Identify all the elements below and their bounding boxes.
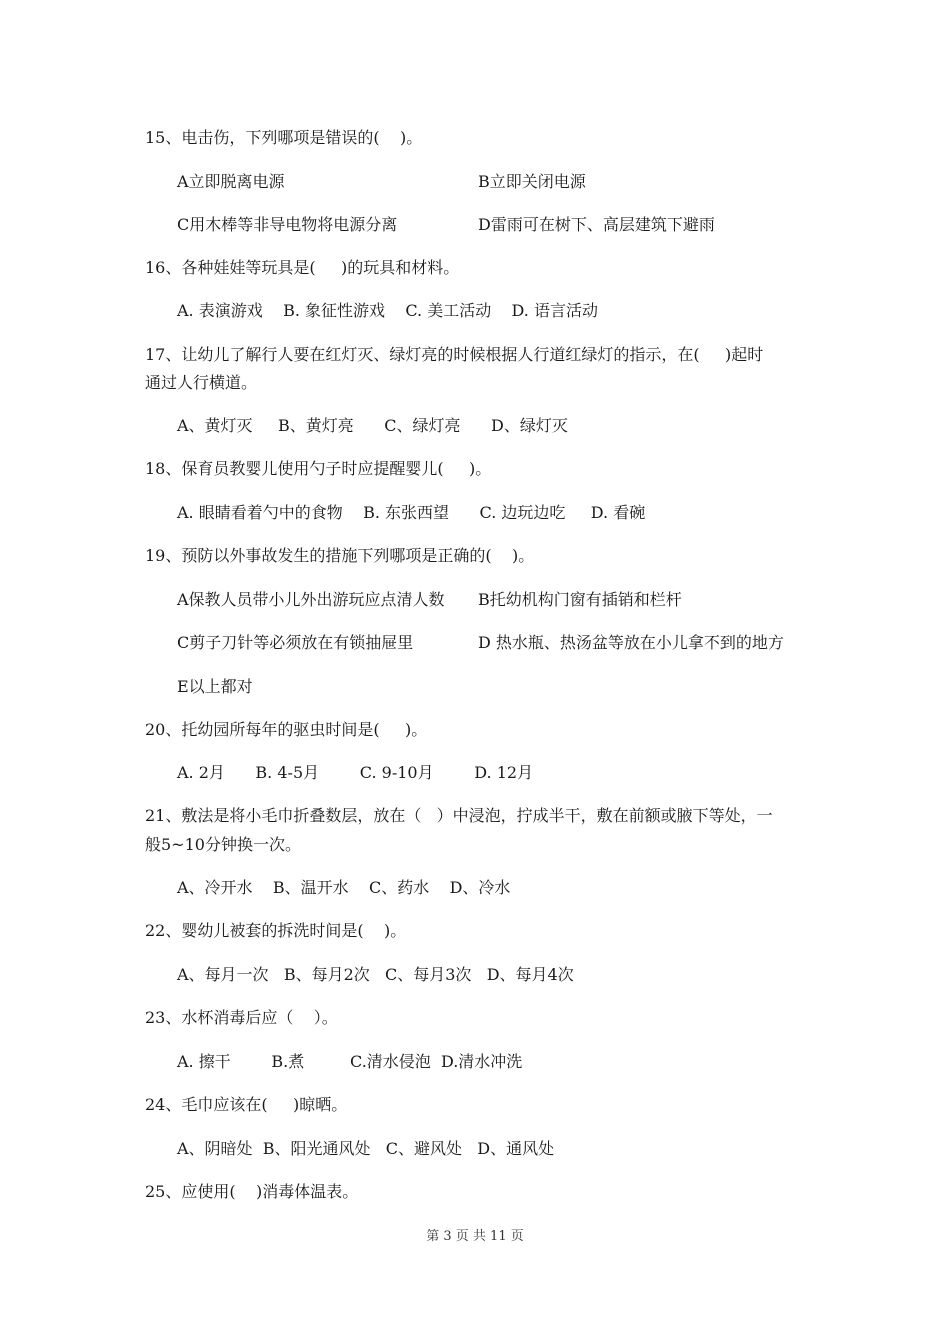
question-16-options: A. 表演游戏 B. 象征性游戏 C. 美工活动 D. 语言活动 <box>177 301 598 320</box>
question-17-options: A、黄灯灭 B、黄灯亮 C、绿灯亮 D、绿灯灭 <box>177 416 568 435</box>
question-18-options: A. 眼睛看着勺中的食物 B. 东张西望 C. 边玩边吃 D. 看碗 <box>177 503 646 522</box>
question-17-stem-continued: 通过人行横道。 <box>145 373 258 392</box>
question-19-option-d: D 热水瓶、热汤盆等放在小儿拿不到的地方 <box>478 633 784 652</box>
question-24-options: A、阴暗处 B、阳光通风处 C、避风处 D、通风处 <box>177 1139 555 1158</box>
question-24-stem: 24、毛巾应该在( )晾晒。 <box>145 1095 348 1114</box>
question-23-stem: 23、水杯消毒后应（ ）。 <box>145 1008 338 1027</box>
question-19-option-c: C剪子刀针等必须放在有锁抽屉里 <box>177 633 414 652</box>
question-22-options: A、每月一次 B、每月2次 C、每月3次 D、每月4次 <box>177 965 574 984</box>
question-15-option-d: D雷雨可在树下、高层建筑下避雨 <box>478 215 715 234</box>
question-15-option-b: B立即关闭电源 <box>478 172 586 191</box>
question-15-stem: 15、电击伤，下列哪项是错误的( )。 <box>145 128 423 147</box>
question-21-stem-continued: 般5~10分钟换一次。 <box>145 835 301 854</box>
question-17-stem: 17、让幼儿了解行人要在红灯灭、绿灯亮的时候根据人行道红绿灯的指示，在( )起时 <box>145 345 764 364</box>
question-19-stem: 19、预防以外事故发生的措施下列哪项是正确的( )。 <box>145 546 535 565</box>
question-15-option-a: A立即脱离电源 <box>177 172 285 191</box>
question-21-stem: 21、敷法是将小毛巾折叠数层，放在（ ）中浸泡，拧成半干，敷在前额或腋下等处，一 <box>145 806 773 825</box>
question-18-stem: 18、保育员教婴儿使用勺子时应提醒婴儿( )。 <box>145 459 492 478</box>
question-19-option-a: A保教人员带小儿外出游玩应点清人数 <box>177 590 445 609</box>
question-16-stem: 16、各种娃娃等玩具是( )的玩具和材料。 <box>145 258 460 277</box>
question-22-stem: 22、婴幼儿被套的拆洗时间是( )。 <box>145 921 407 940</box>
question-25-stem: 25、应使用( )消毒体温表。 <box>145 1182 359 1201</box>
question-19-option-e: E以上都对 <box>177 677 253 696</box>
question-20-stem: 20、托幼园所每年的驱虫时间是( )。 <box>145 720 428 739</box>
question-20-options: A. 2月 B. 4-5月 C. 9-10月 D. 12月 <box>177 763 534 782</box>
question-19-option-b: B托幼机构门窗有插销和栏杆 <box>478 590 682 609</box>
question-15-option-c: C用木棒等非导电物将电源分离 <box>177 215 398 234</box>
page-footer: 第 3 页 共 11 页 <box>426 1229 524 1244</box>
question-23-options: A. 擦干 B.煮 C.清水侵泡 D.清水冲洗 <box>177 1052 523 1071</box>
question-21-options: A、冷开水 B、温开水 C、药水 D、冷水 <box>177 878 511 897</box>
